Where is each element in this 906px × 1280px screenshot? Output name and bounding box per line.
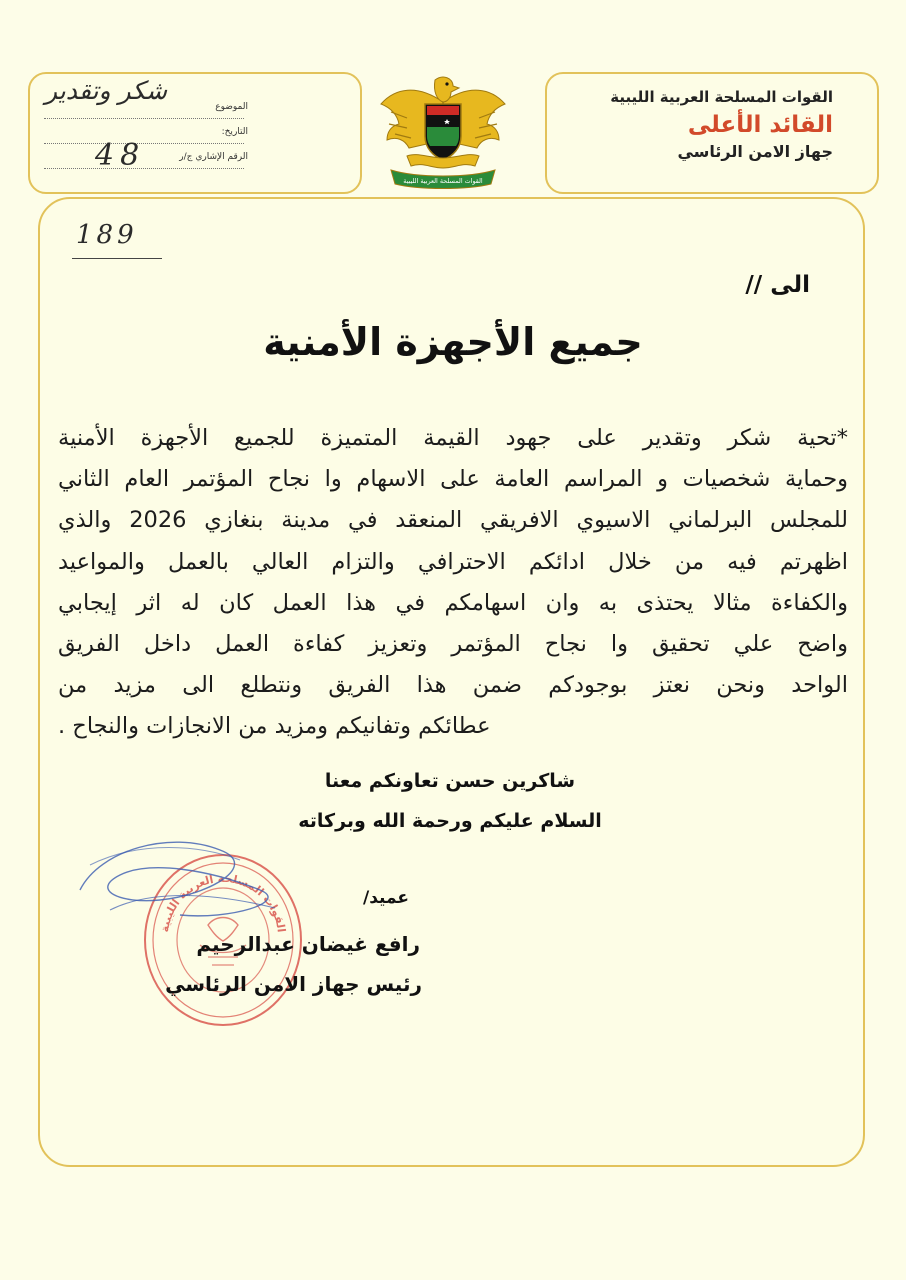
header-meta-box <box>28 72 362 194</box>
body-line: الواحد ونحن نعتز بوجودكم ضمن هذا الفريق ونتطلع الى مزيد من <box>58 672 848 699</box>
org-supreme-commander: القائد الأعلى <box>687 112 833 138</box>
ref-label: الرقم الإشاري ج/ر <box>179 152 248 162</box>
handwritten-subject: شكر وتقدير <box>45 76 168 105</box>
to-label: الى // <box>745 272 810 298</box>
signature-scribble-icon <box>60 820 310 950</box>
closing-thanks: شاكرين حسن تعاونكم معنا <box>324 770 576 792</box>
svg-text:القوات المسلحة العربية الليبية: القوات المسلحة العربية الليبية <box>403 177 483 185</box>
eagle-emblem-icon <box>377 74 509 192</box>
org-presidential-security: جهاز الامن الرئاسي <box>677 142 833 161</box>
org-lines <box>610 88 833 161</box>
body-line: والكفاءة مثالا يحتذى به وان اسهامكم في هذا العمل كان له اثر إيجابي <box>58 589 848 616</box>
closing-greeting: السلام عليكم ورحمة الله وبركاته <box>298 810 602 832</box>
date-label: التاريخ: <box>221 127 248 137</box>
body-line: اظهرتم فيه من خلال ادائكم الاحترافي والتزام العالي بالعمل والمواعيد <box>58 548 848 575</box>
body-line: واضح علي تحقيق وا نجاح المؤتمر وتعزيز كفاءة العمل داخل الفريق <box>58 630 848 657</box>
body-paragraph <box>58 418 848 748</box>
reference-number: 189 <box>76 220 138 250</box>
signature-rank: عميد/ <box>363 888 409 908</box>
signature-title: رئيس جهاز الامن الرئاسي <box>165 972 422 996</box>
org-armed-forces: القوات المسلحة العربية الليبية <box>610 88 833 106</box>
body-line: عطائكم وتفانيكم ومزيد من الانجازات والنجاح . <box>58 713 491 740</box>
subject-label: الموضوع <box>215 102 248 112</box>
header-org-box <box>545 72 879 194</box>
recipient-heading: جميع الأجهزة الأمنية <box>263 320 643 364</box>
body-line: وحماية شخصيات و المراسم العامة على الاسهام وا نجاح المؤتمر العام الثاني <box>58 466 848 493</box>
handwritten-number: 48 <box>95 138 146 173</box>
body-line: *تحية شكر وتقدير على جهود القيمة المتميزة للجميع الأجهزة الأمنية <box>58 425 848 451</box>
signature-name: رافع غيضان عبدالرحيم <box>196 932 420 956</box>
subject-dotline <box>44 118 244 119</box>
svg-text:القوات المسلحة العربية الليبية: القوات المسلحة العربية الليبية <box>158 871 288 934</box>
reference-underline <box>72 258 162 259</box>
body-line: للمجلس البرلماني الاسيوي الافريقي المنعقد في مدينة بنغازي 2026 والذي <box>58 507 848 534</box>
